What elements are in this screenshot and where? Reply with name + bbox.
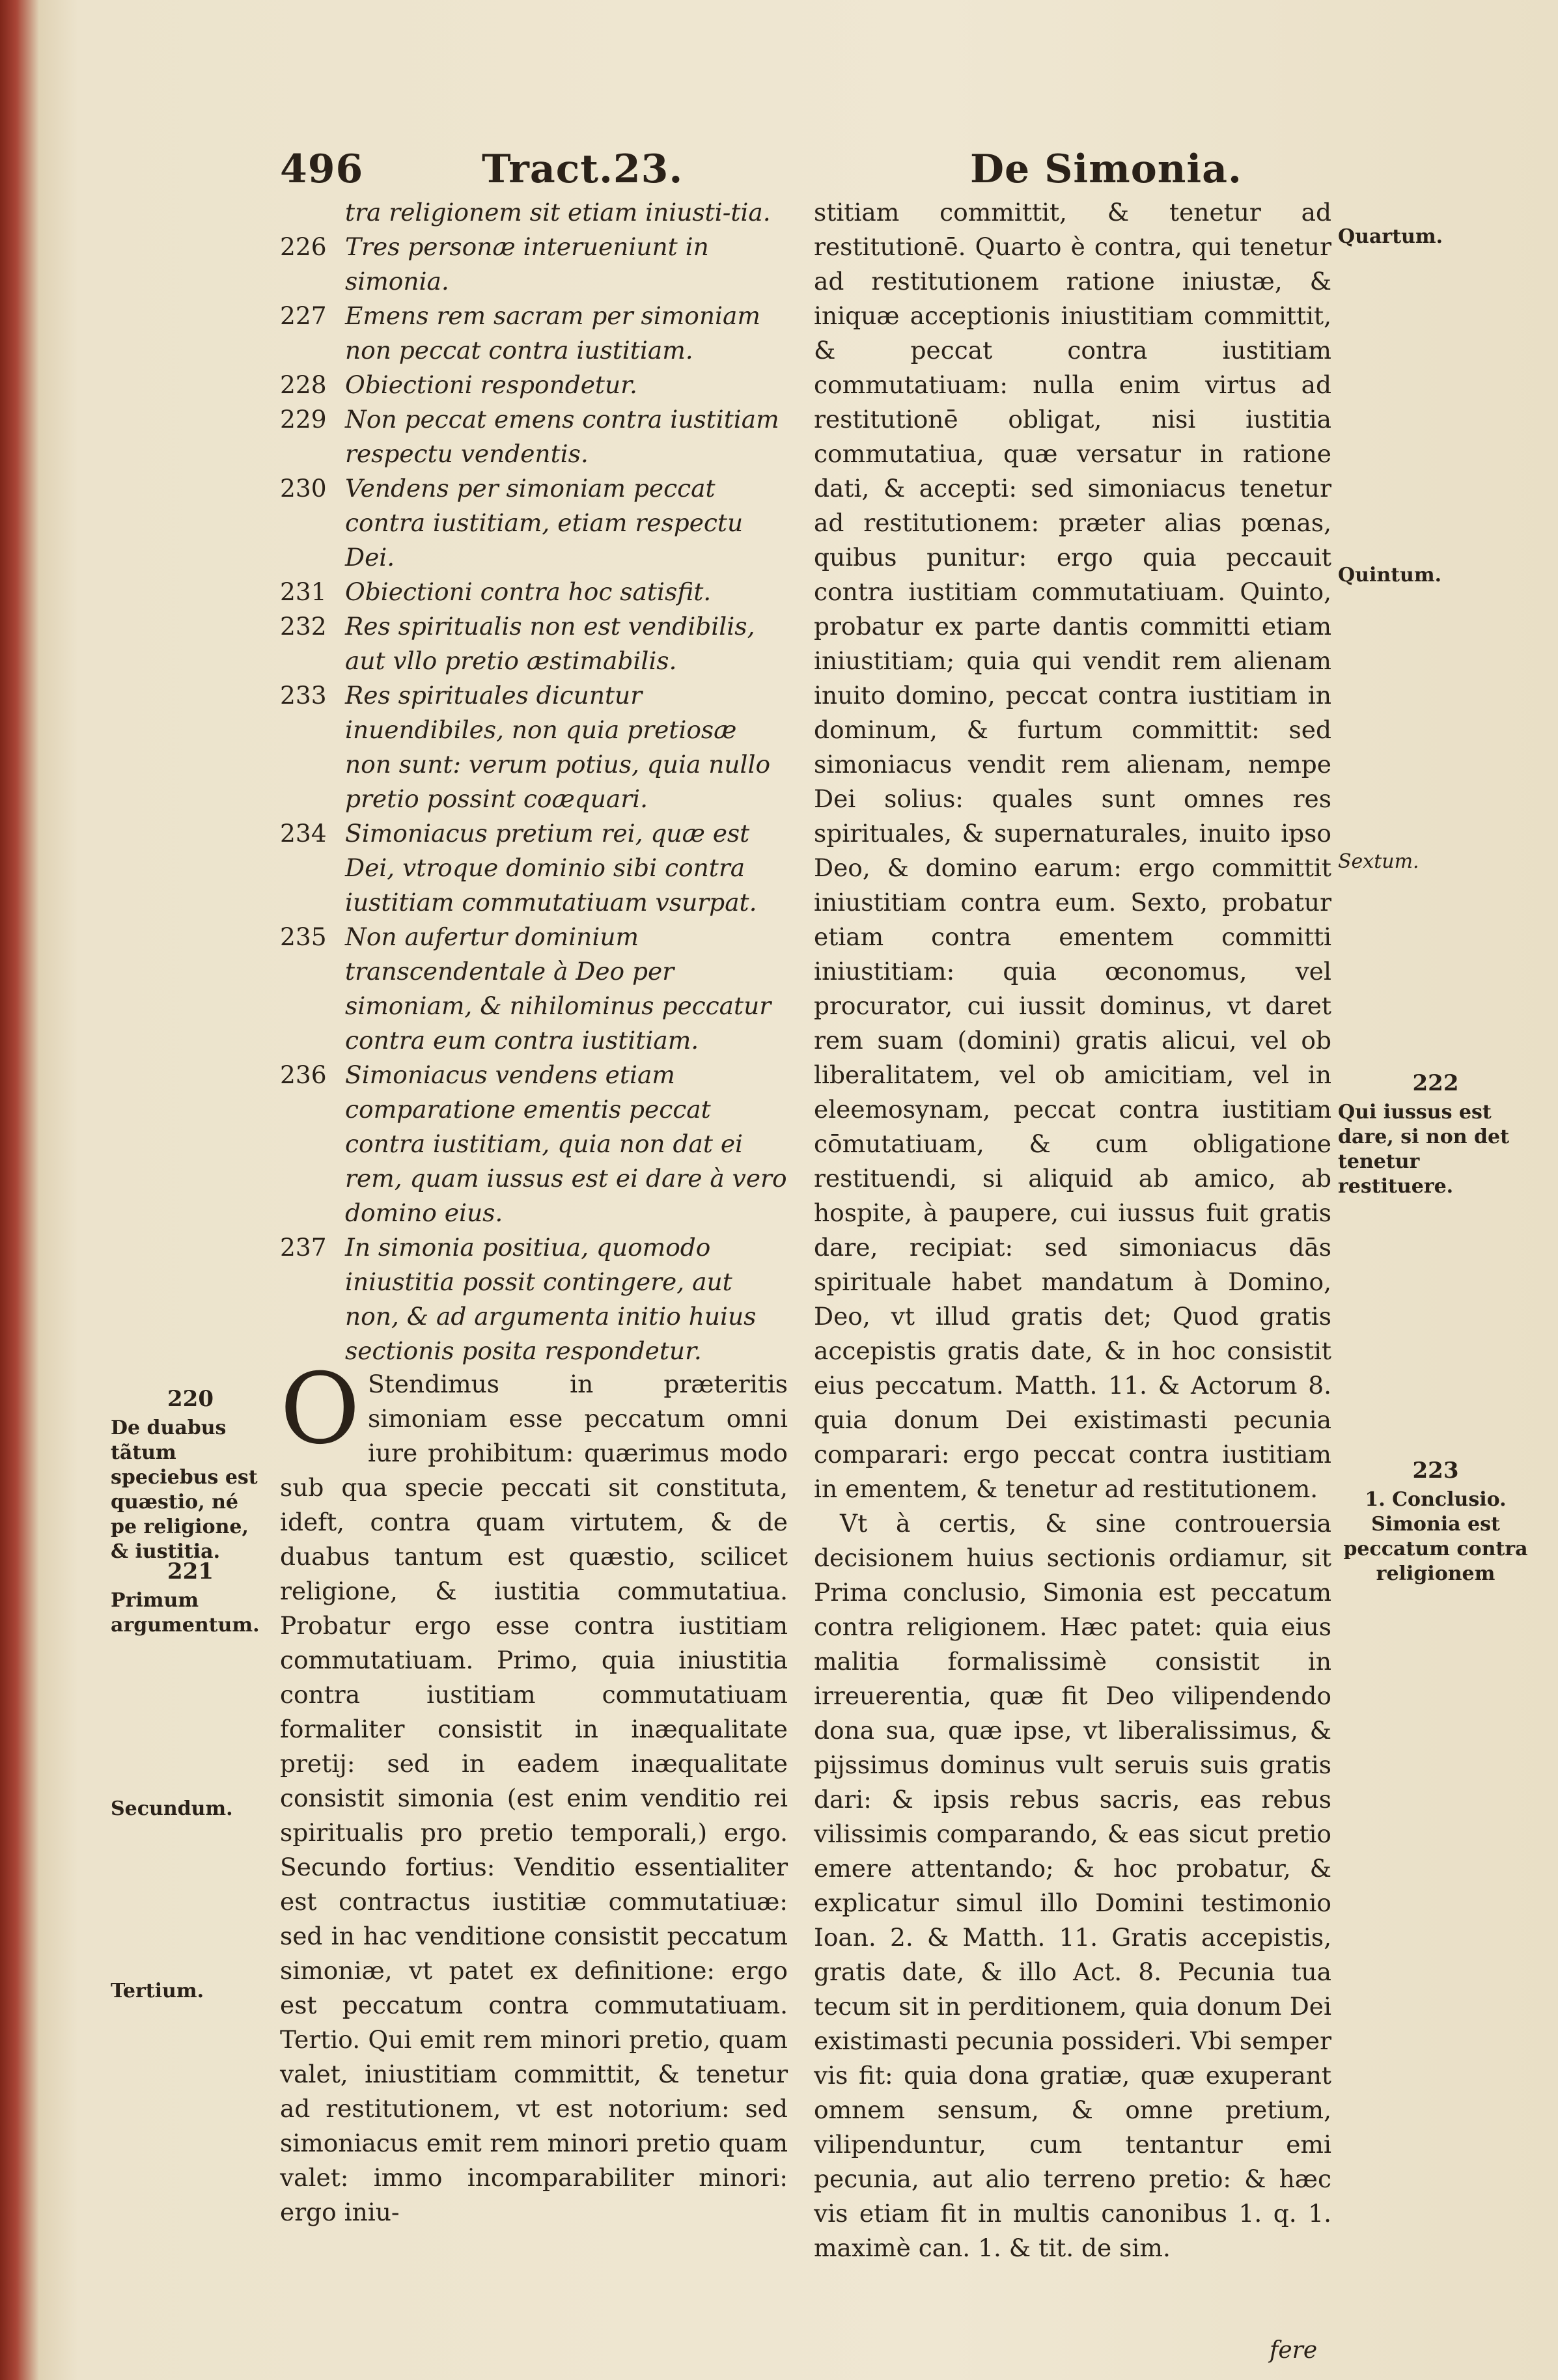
index-entry: 226 Tres personæ interueniunt in simonia. [280,232,709,296]
right-body-paragraph-2: Vt à certis, & sine controuersia decisionem huius sectionis ordiamur, sit Prima conclusio, Simonia est peccatum contra religionem. Hæc patet: quia eius malitia formalissimè consistit in irreuerentia, quæ fit Deo vilipendendo dona sua, quæ ipse, vt liberalissimus, & pijssimus dominus vult seruis suis gratis dari: & ipsis rebus sacris, eas rebus vilissimis comparando, & eas sicut pretio emere attentando; & hoc probatur, & explicatur simul illo Domini testimonio Ioan. 2. & Matth. 11. Gratis accepistis, gratis date, & illo Act. 8. Pecunia tua tecum sit in perditionem, quia donum Dei existimasti pecunia possideri. Vbi semper vis fit: quia dona gratiæ, quæ exuperant omnem sensum, & omne pretium, vilipenduntur, cum tentantur emi pecunia, aut alio terreno pretio: & hæc vis etiam fit in multis canonibus 1. q. 1. maximè can. 1. & tit. de sim. [814,1509,1331,2262]
right-body-column [814,195,1331,2265]
margin-note-tertium: Tertium. [111,1980,204,2002]
left-body-column [280,1353,788,2230]
drop-cap: O [280,1353,360,1466]
margin-note-220: De duabus tãtum speciebus est quæstio, né pe religione, & iustitia. [111,1417,258,1563]
left-body-text: Stendimus in præteritis simoniam esse peccatum omni iure prohibitum: quærimus modo sub qua specie peccati sit constituta, ideft, contra quam virtutem, & de duabus tantum est quæstio, scilicet religione, & iustitia commutatiua. Probatur ergo esse contra iustitiam commutatiuam. Primo, quia iniustitia contra iustitiam commutatiuam formaliter consistit in inæqualitate pretij: sed in eadem inæqualitate consistit simonia (est enim venditio rei spiritualis pro pretio temporali,) ergo. Secundo fortius: Venditio essentialiter est contractus iustitiæ commutatiuæ: sed in hac venditione consistit peccatum simoniæ, vt patet ex definitione: ergo est peccatum contra commutatiuam. Tertio. Qui emit rem minori pretio, quam valet, iniustitiam committit, & tenetur ad restitutionem, vt est notorium: sed simoniacus emit rem minori pretio quam valet: immo incomparabiliter minori: ergo iniu- [280,1370,788,2226]
page-number: 496 [280,146,364,192]
book-spine-edge [0,0,39,2380]
index-entry: 235 Non aufertur dominium transcendentale à Deo per simoniam, & nihilominus peccatur contra eum contra iustitiam. [280,922,772,1055]
index-entry: 229 Non peccat emens contra iustitiam respectu vendentis. [280,405,779,468]
index-entry: 232 Res spiritualis non est vendibilis, aut vllo pretio æstimabilis. [280,612,755,675]
running-head-tract: Tract.23. [482,146,684,192]
index-entry: 231 Obiectioni contra hoc satisfit. [280,577,712,606]
margin-note-sextum: Sextum. [1338,850,1419,873]
index-entry: tra religionem sit etiam iniusti-tia. [345,198,771,227]
margin-note-quartum: Quartum. [1338,225,1443,248]
margin-number-220: 220 [167,1386,214,1412]
running-head-title: De Simonia. [970,146,1242,192]
right-body-paragraph-1: stitiam committit, & tenetur ad restitutionē. Quarto è contra, qui tenetur ad restitutionem ratione iniustæ, & iniquæ acceptionis iniustitiam committit, & peccat contra iustitiam commutatiuam: nulla enim virtus ad restitutionē obligat, nisi iustitia commutatiua, quæ versatur in ratione dati, & accepti: sed simoniacus tenetur ad restitutionem: præter alias pœnas, quibus punitur: ergo quia peccauit contra iustitiam commutatiuam. Quinto, probatur ex parte dantis committi etiam iniustitiam; quia qui vendit rem alienam inuito domino, peccat contra iustitiam in dominum, & furtum committit: sed simoniacus vendit rem alienam, nempe Dei solius: quales sunt omnes res spirituales, & supernaturales, inuito ipso Deo, & domino earum: ergo committit iniustitiam contra eum. Sexto, probatur etiam contra ementem committi iniustitiam: quia œconomus, vel procurator, cui iussit dominus, vt daret rem suam (domini) gratis alicui, vel ob liberalitatem, vel ob amicitiam, vel in eleemosynam, peccat contra iustitiam cōmutatiuam, & cum obligatione restituendi, si aliquid ab amico, ab hospite, à paupere, cui iussus fuit gratis dare, recipiat: sed simoniacus dās spirituale habet mandatum à Domino, Deo, vt illud gratis det; Quod gratis accepistis gratis date, & in hoc consistit eius peccatum. Matth. 11. & Actorum 8. quia donum Dei existimasti pecunia comparari: ergo peccat contra iustitiam in ementem, & tenetur ad restitutionem. [814,198,1331,1503]
margin-number-221: 221 [167,1558,214,1584]
index-entry: 233 Res spirituales dicuntur inuendibiles, non quia pretiosæ non sunt: verum potius, quia nullo pretio possint coæquari. [280,681,771,813]
margin-note-221: Primum argumentum. [111,1589,260,1637]
catchword: fere [1270,2337,1318,2364]
index-entry: 230 Vendens per simoniam peccat contra iustitiam, etiam respectu Dei. [280,474,744,572]
index-entry: 228 Obiectioni respondetur. [280,370,637,399]
index-entry: 236 Simoniacus vendens etiam comparatione ementis peccat contra iustitiam, quia non dat ei rem, quam iussus est ei dare à vero domino eius. [280,1060,787,1227]
section-index [280,195,788,1368]
index-entry: 227 Emens rem sacram per simoniam non peccat contra iustitiam. [280,301,760,365]
margin-number-222: 222 [1412,1070,1459,1096]
margin-note-222: Qui iussus est dare, si non det tenetur restituere. [1338,1101,1509,1198]
margin-note-quintum: Quintum. [1338,564,1442,587]
margin-number-223: 223 [1412,1458,1459,1484]
index-entry: 237 In simonia positiua, quomodo iniustitia possit contingere, aut non, & ad argumenta initio huius sectionis posita respondetur. [280,1233,757,1365]
margin-note-secundum: Secundum. [111,1797,233,1820]
index-entry: 234 Simoniacus pretium rei, quæ est Dei, vtroque dominio sibi contra iustitiam commutatiuam vsurpat. [280,819,757,917]
margin-note-223: 1. Conclusio. Simonia est peccatum contra religionem [1343,1488,1528,1585]
